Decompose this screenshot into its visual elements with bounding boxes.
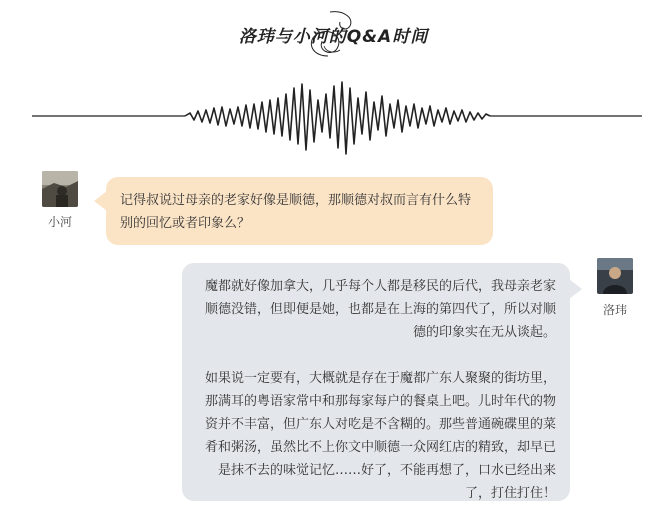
- answer-paragraph-1: 魔都就好像加拿大，几乎每个人都是移民的后代，我母亲老家顺德没错，但即便是她，也都是在上海的第四代了，所以对顺德的印象实在无从谈起。: [204, 279, 556, 340]
- avatar-photo-icon: [42, 171, 78, 207]
- question-text: 记得叔说过母亲的老家好像是顺德，那顺德对叔而言有什么特别的回忆或者印象么？: [120, 193, 472, 231]
- chat-bubble-question: [106, 177, 493, 245]
- answer-paragraph-2: 如果说一定要有，大概就是存在于魔都广东人聚聚的街坊里，那满耳的粤语家常中和那每家每户的餐桌上吧。儿时年代的物资并不丰富，但广东人对吃是不含糊的。那些普通碗碟里的菜肴和粥汤，虽然比不上你文中顺德一众网红店的精致，却早已是抹不去的味觉记忆……好了，不能再想了，口水已经出来了，打住打住！: [204, 371, 556, 501]
- avatar-photo-icon: [597, 258, 633, 294]
- sender-name-left: 小河: [47, 215, 72, 229]
- avatar-xiaohe[interactable]: [42, 171, 78, 207]
- page-title: 洛玮与小河的Q&A时间: [238, 27, 429, 47]
- avatar-luowei[interactable]: [597, 258, 633, 294]
- waveform-divider: [0, 80, 667, 160]
- chat-bubble-answer: [182, 263, 570, 501]
- sender-name-right: 洛玮: [602, 303, 627, 317]
